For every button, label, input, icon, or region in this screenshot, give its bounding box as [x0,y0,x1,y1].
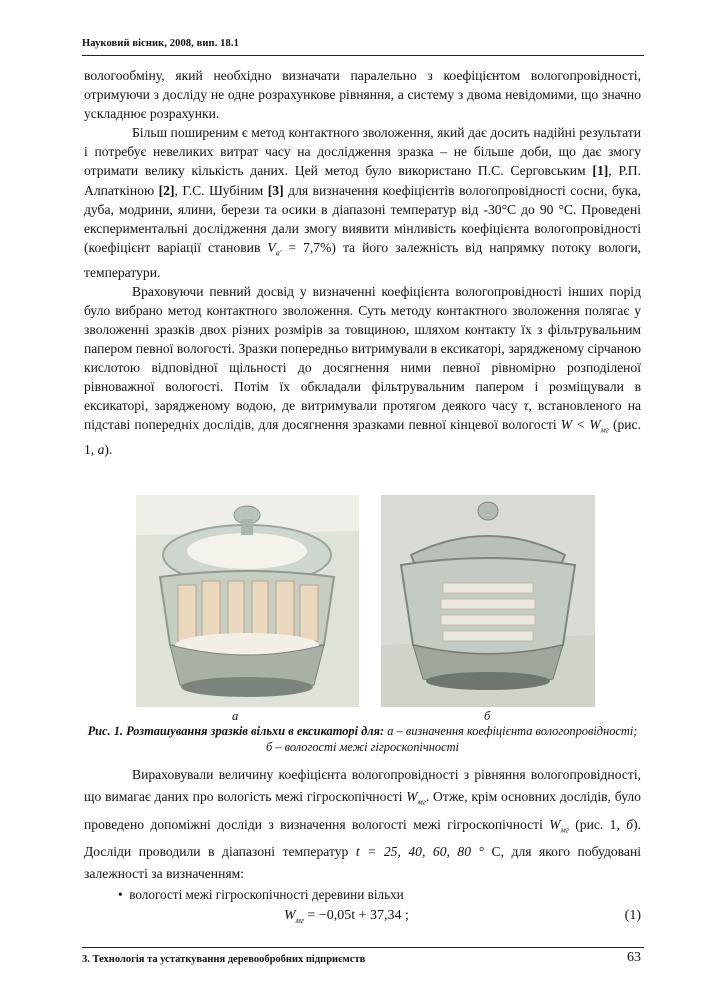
equation-rhs: = −0,05t + 37,34 ; [303,908,409,923]
p4-text-b: . Отже, крім основних дослідів, було проведено допоміжні досліди з визначення вологості межі гігроскопічності [84,789,641,832]
header-rule [82,55,644,56]
p3-text-b: , встановленого на підставі попередніх дослідів, для досягнення зразками певної кінцевої вологості [84,398,642,433]
figure-label-b: б [484,709,491,723]
moisture-subscript: мг [600,426,609,436]
equation-lhs-subscript: мг [295,915,304,925]
p3-text-a: Враховуючи певний досвід у визначенні коефіцієнта вологопровідності інших порід було вибрано метод контактного зволоження. Суть методу контактного зволоження полягає у зволоженні зразків двох різних розмірів за товщиною, шляхом контакту їх з фільтрувальним папером певної вологості. Зразки попередньо витримували в ексикаторі, зарядженому сірчаною кислотою відповідної щільності до досягнення ними певної рівномірно розподіленої рівноважної вологості. Потім їх обкладали фільтрувальним папером і розміщували в ексикаторі, зарядженому водою, де витримували протягом деякого часу [84,283,641,414]
p2-text-b: , Р.П. Алпаткіною [84,163,641,198]
tau-symbol: τ [523,398,529,414]
temperature-range: t = 25, 40, 60, 80 ° [355,844,484,860]
page-number: 63 [627,950,641,965]
footer-rule [82,947,644,948]
p2-text-e: ) та його залежність від напрямку потоку вологи, температури. [84,239,641,280]
variation-subscript: a' [275,248,282,258]
photo-b [381,495,595,707]
fig-ref-a: а [97,442,105,458]
citation-2: [2] [158,182,175,198]
p2-text-d: для визначення коефіцієнтів вологопровідності сосни, бука, дуба, модрини, ялини, берези та осики в діапазоні температур від -30°C до 90 °С. Проведені експериментальні дослідження дали змогу виявити мінливість коефіцієнта вологопровідності (коефіцієнт варіації становив [84,182,641,255]
equation-lhs: W [284,908,296,923]
running-footer: 3. Технологія та устаткування деревообробних підприємств [82,954,366,965]
variation-value: = 7,7% [281,239,332,255]
paragraph-2 [84,123,641,281]
p4-text-c: (рис. 1, [568,816,627,832]
article-body [84,66,641,459]
paragraph-3 [84,282,641,460]
hygroscopic-symbol: W [406,789,418,804]
caption-text: а – визначення коефіцієнта вологопровідності; б – вологості межі гігроскопічності [266,724,638,754]
moisture-inequality: W < W [560,417,601,433]
p2-text-c: , Г.С. Шубіним [174,182,268,198]
paragraph-1: вологообміну, який необхідно визначати паралельно з коефіцієнтом вологопровідності, отримуючи з досліду не одне розрахункове рівняння, а систему з двома невідомими, що значно ускладнює розрахунки. [84,68,641,122]
paragraph-4 [84,764,641,885]
figure-1 [0,495,709,715]
article-body-2 [84,764,641,885]
hygroscopic-symbol-2: W [549,816,561,832]
citation-3: [3] [267,182,284,198]
hygroscopic-subscript: мг [417,797,426,807]
p3-text-d: ). [104,442,113,458]
figure-label-a: а [232,709,239,723]
variation-symbol: V [267,239,276,255]
p4-text-a: Вираховували величину коефіцієнта вологопровідності з рівняння вологопровідності, що вимагає даних про вологість межі гігроскопічності [84,767,641,804]
bullet-dot: • [118,887,130,902]
fig-ref-b: б [626,816,634,832]
hygroscopic-subscript-2: мг [560,825,569,835]
caption-title: Рис. 1. Розташування зразків вільхи в ексикаторі для: [87,724,385,738]
citation-1: [1] [592,163,609,179]
p4-text-d: ). Досліди проводили в діапазоні температур [84,816,642,860]
bullet-text: вологості межі гігроскопічності деревини вільхи [129,887,404,902]
bullet-item [118,887,404,903]
equation-1 [284,908,409,925]
figure-caption [84,723,641,755]
equation-number: (1) [624,908,641,923]
photo-a [136,495,359,707]
p2-text-a: Більш поширеним є метод контактного зволоження, який дає досить надійні результати і потребує невеликих витрат часу на дослідження зразка – не більше доби, що дає змогу отримати велику кількість даних. Цей метод було використано П.С. Серговським [84,125,641,179]
p3-text-c: (рис. 1, [84,417,641,458]
running-header: Науковий вісник, 2008, вип. 18.1 [82,38,239,49]
p4-text-e: С, для якого побудовані залежності за визначенням: [84,844,641,882]
